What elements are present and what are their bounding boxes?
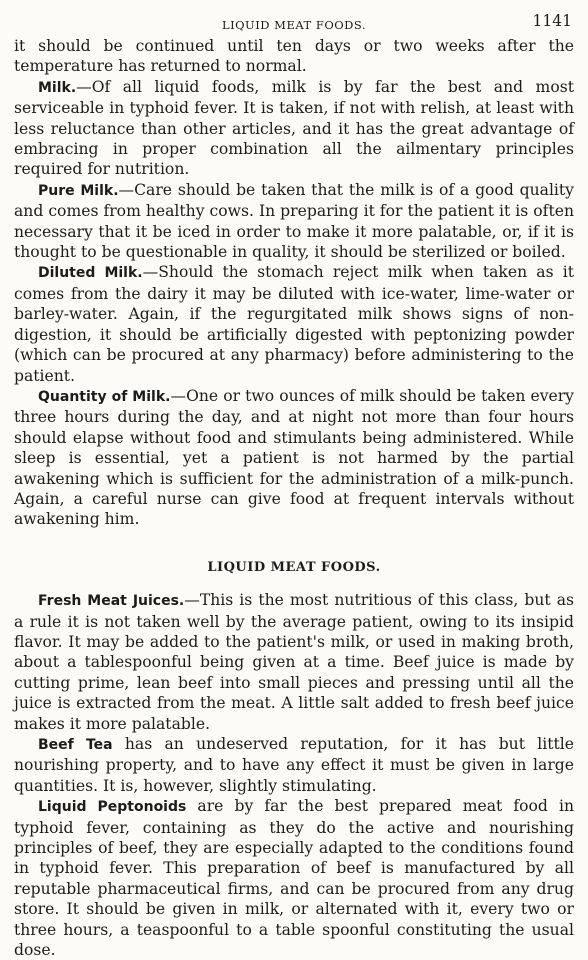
paragraph-text: —Of all liquid foods, milk is by far the best and most serviceable in typhoid fever. It is taken, if not with relish, at least with less reluctance than other articles, and it has the great advantage of embracing in proper combination all the ailmentary principles required for nutrition. — [14, 77, 574, 179]
run-in-heading-pure-milk: Pure Milk. — [38, 182, 119, 199]
paragraph-text: —One or two ounces of milk should be taken every three hours during the day, and at night not more than four hours should elapse without food and stimulants being administered. While sleep is essential, yet a patient is not harmed by the partial awakening which is sufficient for the administration of a milk-punch. Again, a careful nurse can give food at frequent intervals without awakening him. — [14, 386, 574, 529]
run-in-heading-liquid-peptonoids: Liquid Peptonoids — [38, 799, 187, 816]
paragraph-quantity-of-milk — [14, 386, 574, 530]
page-number: 1141 — [532, 12, 572, 30]
paragraph-milk — [14, 77, 574, 180]
running-head-title: LIQUID MEAT FOODS. — [221, 18, 367, 32]
run-in-heading-fresh-meat-juices: Fresh Meat Juices. — [38, 593, 185, 610]
paragraph-text: —This is the most nutritious of this class, but as a rule it is not taken well by the average patient, owing to its insipid flavor. It may be added to the patient's milk, or used in making broth, about a tablespoonful being given at a time. Beef juice is made by cutting prime, lean beef into small pieces and pressing until all the juice is extracted from the meat. A little salt added to fresh beef juice makes it more palatable. — [14, 591, 574, 733]
paragraph-text: are by far the best prepared meat food in typhoid fever, containing as they do the active and nourishing principles of beef, they are especially adapted to the conditions found in typhoid fever. This preparation of beef is manufactured by all reputable pharmaceutical firms, and can be procured from any drug store. It should be given in milk, or alternated with it, every two or three hours, a teaspoonful to a table spoonful constituting the usual dose. — [14, 797, 574, 960]
paragraph-text: —Care should be taken that the milk is of a good quality and comes from healthy cows. In preparing it for the patient it is often necessary that it be iced in order to make it more palatable, or, if it is thought to be questionable in quality, it should be sterilized or boiled. — [14, 180, 574, 262]
paragraph-text: —Should the stomach reject milk when taken as it comes from the dairy it may be diluted with ice-water, lime-water or barley-water. Again, if the regurgitated milk shows signs of non-digestion, it should be artificially digested with peptonizing powder (which can be procured at any pharmacy) before administering to the patient. — [14, 263, 574, 385]
run-in-heading-quantity-of-milk: Quantity of Milk. — [38, 388, 171, 405]
paragraph-fresh-meat-juices — [14, 590, 574, 734]
run-in-heading-diluted-milk: Diluted Milk. — [38, 265, 143, 282]
paragraph-continuation — [14, 36, 574, 77]
paragraph-liquid-peptonoids — [14, 796, 574, 960]
paragraph-text: has an undeserved reputation, for it has but little nourishing property, and to have any effect it must be given in large quantities. It is, however, slightly stimulating. — [14, 735, 574, 795]
run-in-heading-beef-tea: Beef Tea — [38, 737, 113, 753]
running-head — [14, 12, 574, 36]
paragraph-beef-tea — [14, 734, 574, 796]
paragraph-diluted-milk — [14, 262, 574, 385]
paragraph-pure-milk — [14, 180, 574, 263]
paragraph-text: it should be continued until ten days or two weeks after the temperature has returned to normal. — [14, 37, 574, 76]
section-heading: LIQUID MEAT FOODS. — [207, 559, 381, 575]
body-text — [14, 36, 574, 960]
run-in-heading-milk: Milk. — [38, 79, 77, 96]
